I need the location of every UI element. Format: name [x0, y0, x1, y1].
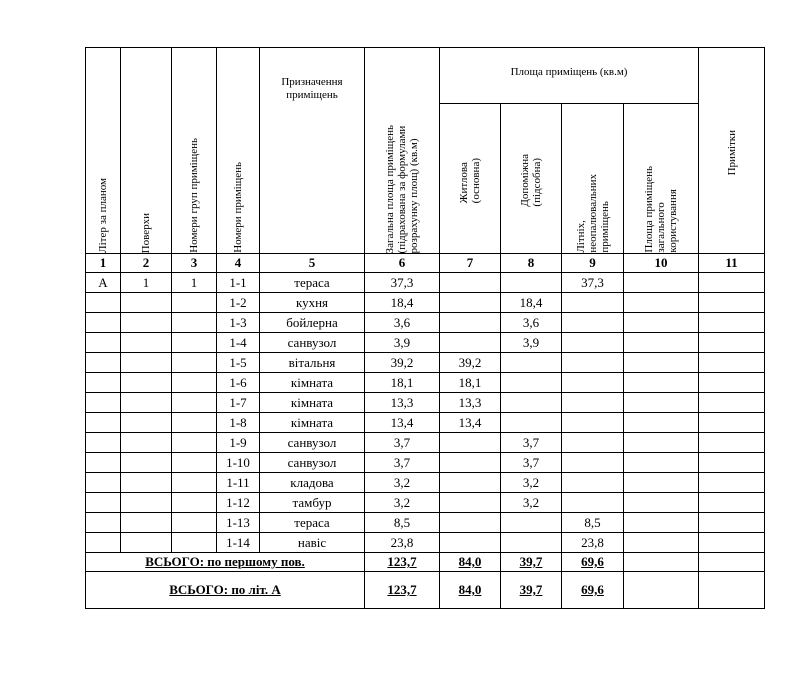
- cell-living: [440, 493, 501, 513]
- cell-group: [172, 453, 217, 473]
- cell-total: 23,8: [365, 533, 440, 553]
- cell-room: 1-7: [217, 393, 260, 413]
- cell-living: 18,1: [440, 373, 501, 393]
- cell-notes: [699, 513, 765, 533]
- cell-total: 13,3: [365, 393, 440, 413]
- table-row: [86, 433, 765, 453]
- header-auxiliary: Допоміжна (підсобна): [501, 104, 562, 254]
- cell-living: 13,3: [440, 393, 501, 413]
- cell-common: [624, 433, 699, 453]
- header-floor: Поверхи: [121, 48, 172, 254]
- total-aux: 39,7: [501, 572, 562, 609]
- cell-purpose: кімната: [260, 393, 365, 413]
- cell-summer: [562, 413, 624, 433]
- cell-living: [440, 273, 501, 293]
- cell-purpose: санвузол: [260, 333, 365, 353]
- cell-group: [172, 473, 217, 493]
- header-row: [86, 48, 765, 104]
- total-label: ВСЬОГО: по літ. А: [86, 572, 365, 609]
- cell-floor: [121, 413, 172, 433]
- cell-purpose: тамбур: [260, 493, 365, 513]
- cell-room: 1-4: [217, 333, 260, 353]
- cell-group: [172, 353, 217, 373]
- cell-aux: [501, 413, 562, 433]
- cell-room: 1-13: [217, 513, 260, 533]
- cell-aux: 3,9: [501, 333, 562, 353]
- cell-litera: [86, 513, 121, 533]
- cell-aux: [501, 373, 562, 393]
- cell-room: 1-5: [217, 353, 260, 373]
- cell-summer: 8,5: [562, 513, 624, 533]
- total-summer: 69,6: [562, 553, 624, 572]
- column-number: 11: [699, 254, 765, 273]
- cell-floor: [121, 313, 172, 333]
- cell-notes: [699, 473, 765, 493]
- cell-floor: [121, 473, 172, 493]
- cell-aux: [501, 273, 562, 293]
- header-group: Номери груп приміщень: [172, 48, 217, 254]
- cell-purpose: тераса: [260, 513, 365, 533]
- cell-litera: [86, 373, 121, 393]
- table-row: [86, 493, 765, 513]
- cell-litera: [86, 393, 121, 413]
- cell-living: [440, 313, 501, 333]
- cell-room: 1-14: [217, 533, 260, 553]
- cell-summer: [562, 293, 624, 313]
- cell-summer: 37,3: [562, 273, 624, 293]
- cell-total: 3,6: [365, 313, 440, 333]
- cell-living: [440, 433, 501, 453]
- cell-total: 37,3: [365, 273, 440, 293]
- header-purpose: Призначення приміщень: [260, 48, 365, 254]
- cell-purpose: кухня: [260, 293, 365, 313]
- cell-aux: 3,7: [501, 433, 562, 453]
- cell-notes: [699, 493, 765, 513]
- column-number: 6: [365, 254, 440, 273]
- cell-notes: [699, 373, 765, 393]
- table-row: [86, 413, 765, 433]
- cell-purpose: кімната: [260, 413, 365, 433]
- header-room: Номери приміщень: [217, 48, 260, 254]
- cell-floor: [121, 333, 172, 353]
- cell-aux: [501, 533, 562, 553]
- cell-living: [440, 293, 501, 313]
- cell-living: 39,2: [440, 353, 501, 373]
- header-notes: Примітки: [699, 48, 765, 254]
- total-total: 123,7: [365, 572, 440, 609]
- cell-common: [624, 493, 699, 513]
- cell-litera: [86, 333, 121, 353]
- table-row: [86, 513, 765, 533]
- cell-floor: [121, 373, 172, 393]
- cell-aux: [501, 513, 562, 533]
- cell-room: 1-12: [217, 493, 260, 513]
- cell-group: [172, 393, 217, 413]
- cell-floor: [121, 453, 172, 473]
- cell-living: 13,4: [440, 413, 501, 433]
- column-number: 5: [260, 254, 365, 273]
- cell-summer: [562, 453, 624, 473]
- cell-notes: [699, 453, 765, 473]
- table-row: [86, 373, 765, 393]
- cell-living: [440, 453, 501, 473]
- table-row: [86, 273, 765, 293]
- cell-litera: [86, 413, 121, 433]
- total-notes: [699, 553, 765, 572]
- column-number: 2: [121, 254, 172, 273]
- cell-total: 8,5: [365, 513, 440, 533]
- cell-total: 3,7: [365, 453, 440, 473]
- cell-total: 3,9: [365, 333, 440, 353]
- cell-group: 1: [172, 273, 217, 293]
- table-row: [86, 293, 765, 313]
- total-living: 84,0: [440, 553, 501, 572]
- cell-litera: [86, 493, 121, 513]
- total-label: ВСЬОГО: по першому пов.: [86, 553, 365, 572]
- cell-notes: [699, 313, 765, 333]
- cell-aux: 18,4: [501, 293, 562, 313]
- total-row: [86, 572, 765, 609]
- table-row: [86, 473, 765, 493]
- cell-litera: [86, 293, 121, 313]
- cell-common: [624, 293, 699, 313]
- cell-purpose: вітальня: [260, 353, 365, 373]
- cell-notes: [699, 273, 765, 293]
- cell-aux: 3,7: [501, 453, 562, 473]
- table-row: [86, 353, 765, 373]
- cell-living: [440, 533, 501, 553]
- cell-summer: [562, 393, 624, 413]
- total-total: 123,7: [365, 553, 440, 572]
- cell-litera: [86, 533, 121, 553]
- cell-aux: 3,6: [501, 313, 562, 333]
- cell-litera: [86, 313, 121, 333]
- table-row: [86, 453, 765, 473]
- cell-group: [172, 433, 217, 453]
- cell-litera: А: [86, 273, 121, 293]
- cell-summer: [562, 353, 624, 373]
- cell-living: [440, 333, 501, 353]
- cell-purpose: санвузол: [260, 453, 365, 473]
- cell-common: [624, 533, 699, 553]
- cell-notes: [699, 433, 765, 453]
- cell-common: [624, 273, 699, 293]
- cell-floor: [121, 493, 172, 513]
- cell-summer: [562, 493, 624, 513]
- total-notes: [699, 572, 765, 609]
- cell-purpose: тераса: [260, 273, 365, 293]
- cell-floor: [121, 353, 172, 373]
- header-total-area: Загальна площа приміщень (підрахована за формулами розрахунку площ) (кв.м): [365, 48, 440, 254]
- cell-notes: [699, 333, 765, 353]
- cell-purpose: бойлерна: [260, 313, 365, 333]
- header-litera: Літер за планом: [86, 48, 121, 254]
- cell-group: [172, 533, 217, 553]
- cell-living: [440, 513, 501, 533]
- cell-floor: [121, 393, 172, 413]
- cell-group: [172, 333, 217, 353]
- cell-summer: [562, 373, 624, 393]
- cell-total: 13,4: [365, 413, 440, 433]
- total-row: [86, 553, 765, 572]
- header-area-group: Площа приміщень (кв.м): [440, 48, 699, 104]
- cell-group: [172, 293, 217, 313]
- table-row: [86, 533, 765, 553]
- cell-floor: 1: [121, 273, 172, 293]
- total-summer: 69,6: [562, 572, 624, 609]
- cell-common: [624, 513, 699, 533]
- cell-notes: [699, 413, 765, 433]
- total-aux: 39,7: [501, 553, 562, 572]
- cell-aux: 3,2: [501, 493, 562, 513]
- cell-group: [172, 373, 217, 393]
- cell-living: [440, 473, 501, 493]
- total-common: [624, 553, 699, 572]
- cell-common: [624, 353, 699, 373]
- cell-floor: [121, 513, 172, 533]
- cell-aux: 3,2: [501, 473, 562, 493]
- cell-floor: [121, 433, 172, 453]
- cell-litera: [86, 473, 121, 493]
- cell-common: [624, 473, 699, 493]
- cell-total: 39,2: [365, 353, 440, 373]
- cell-room: 1-9: [217, 433, 260, 453]
- table-row: [86, 393, 765, 413]
- cell-purpose: кладова: [260, 473, 365, 493]
- cell-total: 3,2: [365, 473, 440, 493]
- header-summer: Літніх, неопалювальних приміщень: [562, 104, 624, 254]
- cell-room: 1-11: [217, 473, 260, 493]
- cell-litera: [86, 433, 121, 453]
- explication-table: [85, 47, 765, 609]
- cell-litera: [86, 353, 121, 373]
- total-living: 84,0: [440, 572, 501, 609]
- cell-notes: [699, 353, 765, 373]
- cell-room: 1-3: [217, 313, 260, 333]
- cell-summer: [562, 433, 624, 453]
- column-number: 7: [440, 254, 501, 273]
- cell-group: [172, 413, 217, 433]
- cell-summer: [562, 313, 624, 333]
- cell-notes: [699, 533, 765, 553]
- cell-room: 1-6: [217, 373, 260, 393]
- cell-common: [624, 313, 699, 333]
- cell-total: 18,4: [365, 293, 440, 313]
- cell-floor: [121, 533, 172, 553]
- table-row: [86, 333, 765, 353]
- cell-total: 18,1: [365, 373, 440, 393]
- cell-room: 1-1: [217, 273, 260, 293]
- header-living: Житлова (основна): [440, 104, 501, 254]
- cell-common: [624, 333, 699, 353]
- column-number: 10: [624, 254, 699, 273]
- cell-room: 1-2: [217, 293, 260, 313]
- cell-purpose: кімната: [260, 373, 365, 393]
- cell-notes: [699, 293, 765, 313]
- cell-litera: [86, 453, 121, 473]
- cell-summer: [562, 473, 624, 493]
- column-number: 4: [217, 254, 260, 273]
- cell-total: 3,7: [365, 433, 440, 453]
- cell-total: 3,2: [365, 493, 440, 513]
- cell-aux: [501, 393, 562, 413]
- column-number: 3: [172, 254, 217, 273]
- cell-room: 1-8: [217, 413, 260, 433]
- cell-purpose: санвузол: [260, 433, 365, 453]
- cell-common: [624, 453, 699, 473]
- column-number: 1: [86, 254, 121, 273]
- cell-notes: [699, 393, 765, 413]
- cell-group: [172, 493, 217, 513]
- cell-common: [624, 413, 699, 433]
- cell-common: [624, 393, 699, 413]
- cell-common: [624, 373, 699, 393]
- cell-summer: 23,8: [562, 533, 624, 553]
- cell-room: 1-10: [217, 453, 260, 473]
- column-numbers-row: [86, 254, 765, 273]
- column-number: 9: [562, 254, 624, 273]
- cell-group: [172, 513, 217, 533]
- cell-summer: [562, 333, 624, 353]
- cell-aux: [501, 353, 562, 373]
- column-number: 8: [501, 254, 562, 273]
- cell-floor: [121, 293, 172, 313]
- table-row: [86, 313, 765, 333]
- cell-group: [172, 313, 217, 333]
- cell-purpose: навіс: [260, 533, 365, 553]
- header-common: Площа приміщень загального користування: [624, 104, 699, 254]
- total-common: [624, 572, 699, 609]
